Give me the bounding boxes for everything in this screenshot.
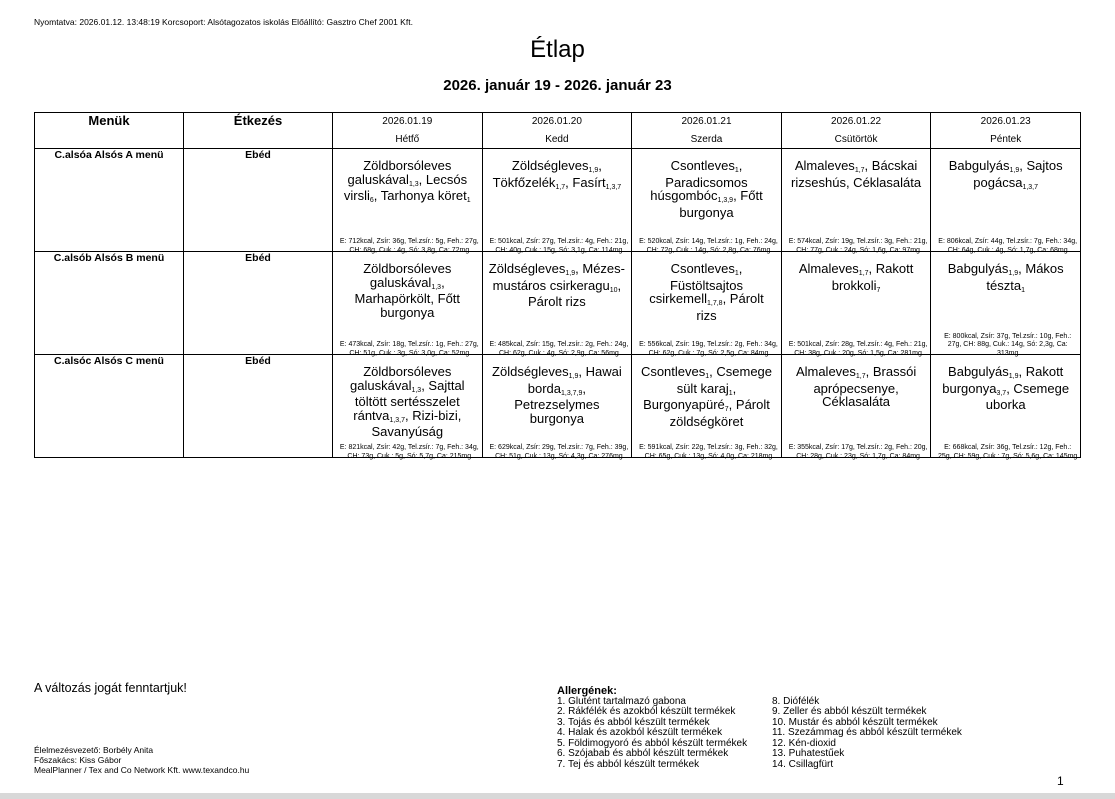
dish-text [931, 355, 1080, 412]
allergen-codes: 1,3 [431, 283, 442, 291]
dish-name: , Hawai borda [527, 364, 622, 396]
dish-name: , Mákos tészta [986, 261, 1064, 293]
day-date: 2026.01.19 [382, 116, 433, 127]
column-header-day [333, 113, 483, 149]
column-header-day [781, 113, 931, 149]
allergen-codes: 1,9 [588, 167, 599, 174]
page-title: Étlap [530, 36, 585, 63]
dish-name: Zöldborsóleves galuskával [350, 364, 452, 393]
allergen-codes: 1,3,7 [605, 183, 622, 191]
allergen-item: 2. Rákfélék és azokból készült termékek [557, 706, 736, 717]
dish-name: Almaleves [795, 364, 856, 379]
nutrition-info: E: 800kcal, Zsír: 37g, Tel.zsír.: 10g, Feh.: 27g, CH: 88g, Cuk.: 14g, Só: 2,3g, Ca: 313mg [944, 332, 1072, 357]
table-row [35, 149, 1081, 252]
credit-line: MealPlanner / Tex and Co Network Kft. www.texandco.hu [34, 765, 250, 775]
credit-line: Főszakács: Kiss Gábor [34, 755, 122, 765]
nutrition-info: E: 821kcal, Zsír: 42g, Tel.zsír.: 7g, Feh.: 34g, CH: 73g, Cuk.: 5g, Só: 5,7g, Ca: 215mg [339, 444, 479, 460]
menu-cell [931, 149, 1081, 252]
dish-text [333, 149, 482, 206]
nutrition-info: E: 591kcal, Zsír: 22g, Tel.zsír.: 3g, Feh.: 32g, CH: 65g, Cuk.: 13g, Só: 4,0g, Ca: 218mg [639, 444, 778, 460]
credit-line: Élelmezésvezető: Borbély Anita [34, 745, 154, 755]
dish-name: , Marhapörkölt, Főtt burgonya [354, 274, 461, 320]
dish-name: Zöldborsóleves galuskával [363, 261, 452, 290]
menu-cell [482, 149, 632, 252]
dish-name: , Lecsós virsli [343, 171, 468, 203]
menu-cell [632, 149, 782, 252]
dish-name: , Főtt burgonya [679, 188, 763, 220]
dish-text [483, 252, 632, 309]
dish-name: , Rakott brokkoli [831, 261, 914, 293]
dish-name: Almaleves [794, 158, 855, 173]
dish-name: Babgulyás [948, 364, 1009, 379]
dish-name: , Fasírt [565, 174, 606, 190]
menu-cell [632, 355, 782, 458]
nutrition-info: E: 574kcal, Zsír: 19g, Tel.zsír.: 3g, Feh.: 21g, CH: 77g, Cuk.: 24g, Só: 1,6g, Ca: 97mg [788, 238, 928, 254]
nutrition-info: E: 473kcal, Zsír: 18g, Tel.zsír.: 1g, Feh.: 27g, CH: 51g, Cuk.: 3g, Só: 3,0g, Ca: 52mg [339, 341, 479, 357]
dish-name: , Paradicsomos húsgombóc [650, 158, 748, 203]
menu-cell [931, 252, 1081, 355]
allergen-codes: 1,9 [1009, 167, 1020, 174]
allergen-codes: 6 [369, 197, 374, 204]
dish-name: , Brassói aprópecsenye, Céklasaláta [813, 364, 917, 409]
allergen-codes: 1,7 [855, 373, 866, 380]
dish-name: , Csemege uborka [985, 380, 1070, 412]
allergen-codes: 1 [466, 197, 471, 204]
allergen-codes: 1,9 [568, 373, 579, 380]
allergen-codes: 1 [705, 373, 710, 380]
dish-name: , Bácskai rizseshús, Céklasaláta [791, 158, 922, 190]
dish-text [782, 355, 931, 409]
viewer-bottom-strip [0, 793, 1115, 799]
menu-cell [333, 355, 483, 458]
dish-text [333, 252, 482, 319]
table-row [35, 252, 1081, 355]
allergen-item: 10. Mustár és abból készült termékek [772, 716, 938, 728]
allergen-codes: 1 [1021, 286, 1025, 294]
allergen-codes: 1,9 [1008, 270, 1019, 277]
dish-name: , Petrezselymes burgonya [514, 380, 600, 426]
allergen-item: 13. Puhatestűek [772, 748, 845, 759]
dish-text [931, 252, 1080, 295]
menu-cell [781, 355, 931, 458]
allergen-item: 12. Kén-dioxid [772, 737, 836, 749]
allergen-item: 11. Szezámmag és abból készült termékek [772, 727, 962, 738]
dish-name: , Tarhonya köret [373, 188, 467, 203]
day-date: 2026.01.21 [681, 116, 732, 127]
allergen-codes: 1,7 [555, 183, 566, 191]
column-header-day [632, 113, 782, 149]
day-name: Hétfő [395, 134, 420, 145]
column-header-day [482, 113, 632, 149]
menu-cell [482, 252, 632, 355]
table-header-row [35, 113, 1081, 149]
dish-name: Csontleves [670, 261, 735, 276]
allergen-item: 5. Földimogyoró és abból készült termékek [557, 737, 748, 749]
allergen-codes: 1,3 [411, 386, 422, 394]
allergen-codes: 1 [734, 270, 739, 277]
day-name: Péntek [990, 134, 1022, 145]
allergen-item: 4. Halak és azokból készült termékek [557, 727, 723, 738]
allergen-codes: 1,9 [565, 270, 576, 277]
dish-name: Zöldborsóleves galuskával [347, 158, 452, 187]
day-date: 2026.01.20 [531, 116, 582, 127]
allergen-item: 3. Tojás és abból készült termékek [557, 716, 710, 728]
dish-text [483, 355, 632, 425]
nutrition-info: E: 556kcal, Zsír: 19g, Tel.zsír.: 2g, Feh.: 34g, CH: 62g, Cuk.: 7g, Só: 2,5g, Ca: 84mg [639, 341, 778, 357]
dish-name: Zöldségleves [488, 261, 566, 276]
dish-name: , Párolt zöldségköret [669, 397, 770, 429]
dish-name: Babgulyás [948, 158, 1010, 173]
nutrition-info: E: 629kcal, Zsír: 29g, Tel.zsír.: 7g, Feh.: 39g, CH: 51g, Cuk.: 13g, Só: 4,3g, Ca: 276mg [489, 444, 629, 460]
dish-name: , Mézes-mustáros csirkeragu [492, 261, 625, 293]
allergen-item: 1. Glutént tartalmazó gabona [557, 695, 686, 707]
dish-name: , Füstöltsajtos csirkemell [649, 261, 743, 306]
nutrition-info: E: 355kcal, Zsír: 17g, Tel.zsír.: 2g, Feh.: 20g, CH: 28g, Cuk.: 23g, Só: 1,7g, Ca: 84mg [788, 444, 928, 460]
dish-name: Almaleves [798, 261, 859, 276]
menu-name-cell: C.alsóa Alsós A menü [35, 149, 184, 252]
credits [34, 745, 249, 775]
day-date: 2026.01.22 [831, 116, 882, 127]
allergen-codes: 7 [876, 286, 881, 294]
allergen-codes: 1,3,9 [717, 197, 734, 204]
menu-cell [931, 355, 1081, 458]
nutrition-info: E: 520kcal, Zsír: 14g, Tel.zsír.: 1g, Feh.: 24g, CH: 72g, Cuk.: 14g, Só: 2,8g, Ca: 76mg [639, 238, 778, 254]
column-header-meal: Étkezés [184, 113, 333, 149]
menu-cell [482, 355, 632, 458]
allergen-item: 8. Diófélék [772, 695, 820, 707]
allergen-codes: 1,3,7 [1022, 183, 1039, 191]
change-notice: A változás jogát fenntartjuk! [34, 681, 187, 695]
dish-name: , Rizi-bizi, Savanyúság [371, 407, 462, 439]
allergen-codes: 1 [734, 167, 739, 174]
allergen-codes: 1,7,8 [707, 300, 723, 307]
allergen-legend-title: Allergének: [557, 685, 617, 697]
dish-name: Zöldségleves [492, 364, 569, 379]
dish-text [782, 149, 931, 189]
dish-text [632, 149, 781, 219]
allergen-legend [557, 686, 987, 770]
day-name: Csütörtök [834, 134, 878, 145]
allergen-codes: 1,3 [408, 180, 419, 188]
dish-text [632, 355, 781, 428]
column-header-day [931, 113, 1081, 149]
dish-name: , Burgonyapüré [643, 380, 737, 412]
meal-type-cell: Ebéd [184, 252, 333, 355]
allergen-item: 7. Tej és abból készült termékek [557, 758, 700, 770]
menu-table [34, 112, 1081, 458]
nutrition-info: E: 485kcal, Zsír: 15g, Tel.zsír.: 2g, Feh.: 24g, CH: 62g, Cuk.: 4g, Só: 2,9g, Ca: 56mg [489, 341, 629, 357]
meal-type-cell: Ebéd [184, 149, 333, 252]
dish-name: Csontleves [640, 364, 706, 379]
dish-name: , Csemege sült karaj [676, 364, 773, 396]
date-range-subtitle: 2026. január 19 - 2026. január 23 [443, 77, 672, 94]
menu-name-cell: C.alsób Alsós B menü [35, 252, 184, 355]
allergen-codes: 1 [728, 389, 733, 397]
column-header-menus: Menük [35, 113, 184, 149]
day-date: 2026.01.23 [980, 116, 1031, 127]
dish-text [483, 149, 632, 192]
allergen-column [557, 697, 772, 771]
allergen-codes: 1,7 [854, 167, 865, 174]
menu-cell [781, 149, 931, 252]
dish-name: Csontleves [670, 158, 735, 173]
allergen-codes: 3,7 [996, 389, 1007, 397]
menu-cell [333, 252, 483, 355]
allergen-item: 14. Csillagfürt [772, 758, 834, 770]
dish-name: , Sajttal töltött sertésszelet rántva [353, 377, 465, 423]
menu-table-body [35, 149, 1081, 458]
menu-cell [632, 252, 782, 355]
menu-name-cell: C.alsóc Alsós C menü [35, 355, 184, 458]
allergen-codes: 1,7 [858, 270, 869, 277]
page-number: 1 [1057, 774, 1064, 788]
day-name: Kedd [545, 134, 569, 145]
dish-text [333, 355, 482, 439]
dish-name: Zöldségleves [511, 158, 589, 173]
print-info: Nyomtatva: 2026.01.12. 13:48:19 Korcsoport: Alsótagozatos iskolás Előállító: Gasztro Chef 2001 Kft. [34, 17, 413, 27]
allergen-codes: 1,3,7,9 [560, 389, 583, 397]
dish-text [782, 252, 931, 295]
allergen-codes: 7 [724, 406, 729, 413]
dish-name: , Párolt rizs [696, 291, 764, 323]
table-row [35, 355, 1081, 458]
allergen-column [772, 697, 987, 771]
allergen-item: 6. Szójabab és abból készült termékek [557, 748, 729, 759]
nutrition-info: E: 501kcal, Zsír: 27g, Tel.zsír.: 4g, Feh.: 21g, CH: 40g, Cuk.: 15g, Só: 3,1g, Ca: 114mg [489, 238, 629, 254]
dish-name: Babgulyás [947, 261, 1009, 276]
meal-type-cell: Ebéd [184, 355, 333, 458]
dish-name: , Sajtos pogácsa [973, 158, 1063, 190]
nutrition-info: E: 501kcal, Zsír: 28g, Tel.zsír.: 4g, Feh.: 21g, CH: 38g, Cuk.: 20g, Só: 1,5g, Ca: 281mg [788, 341, 928, 357]
menu-cell [333, 149, 483, 252]
nutrition-info: E: 712kcal, Zsír: 36g, Tel.zsír.: 5g, Feh.: 27g, CH: 68g, Cuk.: 4g, Só: 3,8g, Ca: 72mg [339, 238, 479, 254]
day-name: Szerda [690, 134, 723, 145]
allergen-item: 9. Zeller és abból készült termékek [772, 706, 927, 717]
dish-name: , Rakott burgonya [942, 364, 1064, 396]
allergen-codes: 1,3,7 [389, 416, 405, 424]
allergen-codes: 10 [609, 286, 618, 294]
menu-cell [781, 252, 931, 355]
nutrition-info: E: 806kcal, Zsír: 44g, Tel.zsír.: 7g, Feh.: 34g, CH: 64g, Cuk.: 4g, Só: 1,7g, Ca: 68mg [938, 238, 1078, 254]
nutrition-info: E: 668kcal, Zsír: 36g, Tel.zsír.: 12g, Feh.: 25g, CH: 59g, Cuk.: 7g, Só: 5,6g, Ca: 145mg [938, 444, 1078, 460]
allergen-codes: 1,9 [1008, 373, 1019, 380]
dish-text [632, 252, 781, 322]
dish-name: , Párolt rizs [527, 277, 622, 309]
dish-name: , Tökfőzelék [492, 158, 602, 190]
dish-text [931, 149, 1080, 192]
